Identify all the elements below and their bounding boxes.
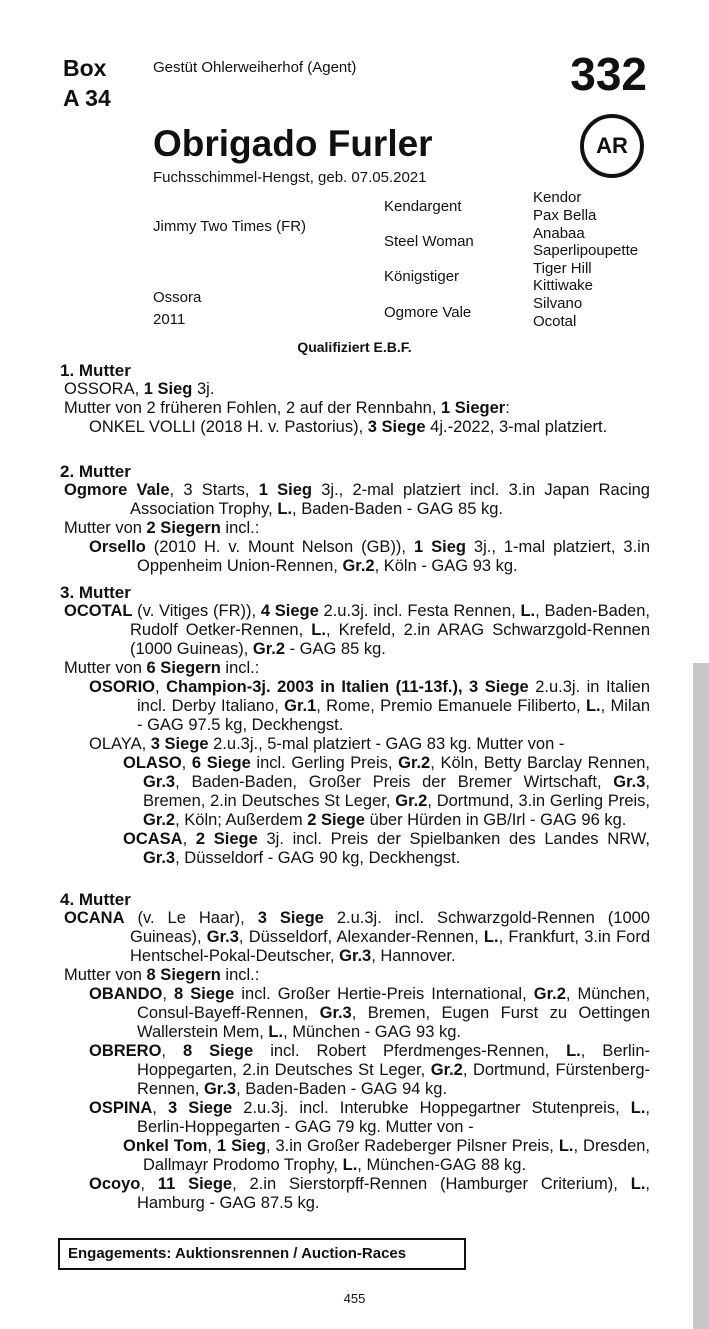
pedigree-great-2: Pax Bella [533, 207, 597, 224]
bold-run: OSPINA [89, 1099, 153, 1117]
family-entry [60, 1137, 650, 1175]
bold-run: Gr.2 [342, 557, 375, 575]
agent-name: Gestüt Ohlerweiherhof (Agent) [153, 59, 357, 76]
text-run: , Köln, Betty Barclay Rennen, [430, 754, 651, 772]
section-first-dam [60, 361, 650, 437]
section-heading: 3. Mutter [60, 583, 131, 602]
horse-name: Obrigado Furler [153, 123, 433, 164]
family-entry [60, 602, 650, 659]
text-run: , Hannover. [371, 947, 456, 965]
text-run: , Baden-Baden - GAG 85 kg. [292, 500, 503, 518]
pedigree-great-6: Kittiwake [533, 277, 594, 294]
text-run: , [161, 1042, 183, 1060]
bold-run: Ogmore Vale [64, 481, 170, 499]
pedigree-grand-3: Königstiger [384, 268, 460, 285]
bold-run: Gr.2 [430, 1061, 463, 1079]
engagements-box: Engagements: Auktionsrennen / Auction-Races [58, 1238, 466, 1270]
scrollbar[interactable] [693, 663, 709, 1329]
bold-run: 1 Sieg [258, 481, 312, 499]
bold-run: OBRERO [89, 1042, 162, 1060]
box-label [63, 53, 111, 113]
text-run: incl.: [220, 519, 260, 537]
pedigree-great-5: Tiger Hill [533, 260, 592, 277]
text-run: , Berlin-Hoppegarten - GAG 79 kg. Mutter von - [137, 1099, 650, 1136]
bold-run: 3 Siege [257, 909, 324, 927]
pedigree-great-3: Anabaa [533, 225, 585, 242]
section-third-dam [60, 583, 650, 868]
bold-run: 1 Sieg [413, 538, 466, 556]
bold-run: 11 Siege [157, 1175, 233, 1193]
bold-run: 1 Sieg [216, 1137, 266, 1155]
text-run: , Dortmund, 3.in Gerling Preis, [427, 792, 651, 810]
section-heading: 4. Mutter [60, 890, 131, 909]
bold-run: L. [630, 1099, 646, 1117]
family-entry [60, 481, 650, 519]
bold-run: L. [483, 928, 499, 946]
text-run: , Krefeld, 2.in ARAG Schwarzgold-Rennen (1000 Guineas), [130, 621, 650, 658]
bold-run: L. [558, 1137, 574, 1155]
family-entry [60, 399, 650, 418]
bold-run: OCASA [123, 830, 183, 848]
bold-run: L. [630, 1175, 646, 1193]
box-line-1: Box [63, 55, 107, 81]
text-run: 3j., 2-mal platziert incl. 3.in Japan Racing Association Trophy, [130, 481, 650, 518]
text-run: , Köln - GAG 93 kg. [374, 557, 518, 575]
bold-run: Gr.2 [252, 640, 286, 658]
pedigree-great-1: Kendor [533, 189, 582, 206]
section-second-dam [60, 462, 650, 576]
bold-run: Gr.2 [533, 985, 566, 1003]
family-entry [60, 966, 650, 985]
bold-run: Gr.2 [398, 754, 431, 772]
text-run: 2.u.3j. incl. Interubke Hoppegartner Stutenpreis, [232, 1099, 631, 1117]
bold-run: 2 Siege [195, 830, 258, 848]
text-run: , Dresden, Dallmayr Prodomo Trophy, [143, 1137, 651, 1174]
pedigree-grand-2: Steel Woman [384, 233, 474, 250]
bold-run: Gr.3 [203, 1080, 237, 1098]
bold-run: L. [585, 697, 601, 715]
text-run: , Frankfurt, 3.in Ford Hentschel-Pokal-Deutscher, [130, 928, 651, 965]
family-entry [60, 678, 650, 735]
text-run: 2.u.3j. in Italien incl. Derby Italiano, [137, 678, 651, 715]
bold-run: 8 Siege [183, 1042, 254, 1060]
bold-run: L. [520, 602, 536, 620]
text-run: Mutter von [64, 659, 147, 677]
bold-run: 6 Siegern [146, 659, 221, 677]
family-entry [60, 659, 650, 678]
text-run: , München - GAG 93 kg. [283, 1023, 462, 1041]
text-run: , [152, 1099, 168, 1117]
ar-badge: AR [580, 114, 644, 178]
bold-run: Gr.2 [143, 811, 176, 829]
bold-run: 8 Siege [174, 985, 235, 1003]
text-run: incl. Großer Hertie-Preis International, [234, 985, 534, 1003]
qualification: Qualifiziert E.B.F. [297, 339, 412, 355]
family-entry [60, 1042, 650, 1099]
bold-run: 3 Siege [167, 1099, 233, 1117]
bold-run: 8 Siegern [146, 966, 221, 984]
text-run: , Düsseldorf, Alexander-Rennen, [238, 928, 484, 946]
family-entry [60, 538, 650, 576]
text-run: , Köln; Außerdem [175, 811, 308, 829]
family-entry [60, 830, 650, 868]
text-run: (v. Vitiges (FR)), [132, 602, 261, 620]
text-run: (2010 H. v. Mount Nelson (GB)), [145, 538, 414, 556]
text-run: , Baden-Baden, Rudolf Oetker-Rennen, [130, 602, 650, 639]
text-run: incl.: [220, 659, 260, 677]
text-run: , Rome, Premio Emanuele Filiberto, [316, 697, 586, 715]
bold-run: 3 Siege [367, 418, 426, 436]
lot-number: 332 [570, 48, 647, 100]
text-run: , Berlin-Hoppegarten, 2.in Deutsches St Leger, [137, 1042, 650, 1079]
bold-run: 3 Siege [150, 735, 209, 753]
text-run: über Hürden in GB/Irl - GAG 96 kg. [364, 811, 627, 829]
text-run: : [505, 399, 510, 417]
text-run: Mutter von [64, 519, 147, 537]
text-run: 2.u.3j. incl. Festa Rennen, [318, 602, 521, 620]
bold-run: Gr.3 [319, 1004, 352, 1022]
text-run: , München, Consul-Bayeff-Rennen, [137, 985, 650, 1022]
bold-run: Champion-3j. 2003 in Italien (11-13f.), 3 Siege [166, 678, 529, 696]
pedigree-sire: Jimmy Two Times (FR) [153, 218, 307, 235]
text-run: OSSORA, [64, 380, 144, 398]
text-run: , Bremen, 2.in Deutsches St Leger, [143, 773, 650, 810]
bold-run: L. [277, 500, 293, 518]
bold-run: L. [342, 1156, 358, 1174]
bold-run: 2 Siegern [146, 519, 221, 537]
text-run: , [207, 1137, 217, 1155]
text-run: , [140, 1175, 158, 1193]
pedigree-grand-4: Ogmore Vale [384, 304, 472, 321]
text-run: 3j. incl. Preis der Spielbanken des Landes NRW, [257, 830, 650, 848]
text-run: ONKEL VOLLI (2018 H. v. Pastorius), [89, 418, 368, 436]
bold-run: 6 Siege [191, 754, 251, 772]
text-run: , [181, 754, 192, 772]
text-run: 2.u.3j. incl. Schwarzgold-Rennen (1000 Guineas), [130, 909, 650, 946]
bold-run: OBANDO [89, 985, 163, 1003]
family-entry [60, 754, 650, 830]
text-run: , Dortmund, Fürstenberg-Rennen, [137, 1061, 650, 1098]
text-run: 3j., 1-mal platziert, 3.in Oppenheim Union-Rennen, [137, 538, 650, 575]
family-entry [60, 735, 650, 754]
horse-description: Fuchsschimmel-Hengst, geb. 07.05.2021 [153, 169, 427, 186]
pedigree-dam: Ossora [153, 289, 202, 306]
bold-run: Gr.1 [284, 697, 317, 715]
text-run: , Baden-Baden, Großer Preis der Bremer Wirtschaft, [175, 773, 614, 791]
text-run: , 2.in Sierstorpff-Rennen (Hamburger Criterium), [232, 1175, 631, 1193]
family-entry [60, 1175, 650, 1213]
bold-run: Gr.3 [339, 947, 372, 965]
text-run: (v. Le Haar), [124, 909, 258, 927]
page-number: 455 [343, 1291, 366, 1306]
text-run: , Hamburg - GAG 87.5 kg. [137, 1175, 650, 1212]
text-run: , Milan - GAG 97.5 kg, Deckhengst. [137, 697, 650, 734]
text-run: OLAYA, [89, 735, 151, 753]
text-run: , [182, 830, 196, 848]
bold-run: Orsello [89, 538, 146, 556]
bold-run: Gr.2 [395, 792, 428, 810]
pedigree-great-8: Ocotal [533, 313, 577, 330]
text-run: , Düsseldorf - GAG 90 kg, Deckhengst. [175, 849, 461, 867]
family-entry [60, 985, 650, 1042]
section-heading: 1. Mutter [60, 361, 131, 380]
text-run: , München-GAG 88 kg. [357, 1156, 527, 1174]
text-run: 3j. [192, 380, 215, 398]
family-entry [60, 519, 650, 538]
family-entry [60, 418, 650, 437]
pedigree-great-7: Silvano [533, 295, 583, 312]
bold-run: L. [268, 1023, 284, 1041]
pedigree-great-4: Saperlipoupette [533, 242, 639, 259]
bold-run: OCOTAL [64, 602, 133, 620]
bold-run: 2 Siege [307, 811, 365, 829]
text-run: , Baden-Baden - GAG 94 kg. [236, 1080, 448, 1098]
bold-run: OLASO [123, 754, 182, 772]
bold-run: OSORIO [89, 678, 156, 696]
section-fourth-dam [60, 890, 650, 1213]
family-entry [60, 909, 650, 966]
bold-run: 1 Sieger [441, 399, 506, 417]
text-run: , [155, 678, 167, 696]
bold-run: Gr.3 [143, 849, 176, 867]
text-run: incl.: [220, 966, 260, 984]
text-run: , [162, 985, 175, 1003]
text-run: 2.u.3j., 5-mal platziert - GAG 83 kg. Mutter von - [208, 735, 565, 753]
text-run: , 3 Starts, [169, 481, 259, 499]
bold-run: Gr.3 [143, 773, 176, 791]
text-run: , Bremen, Eugen Furst zu Oettingen Wallerstein Mem, [137, 1004, 650, 1041]
pedigree-grand-1: Kendargent [384, 198, 462, 215]
bold-run: L. [566, 1042, 581, 1060]
family-entry [60, 1099, 650, 1137]
pedigree-dam-year: 2011 [153, 311, 186, 328]
bold-run: OCANA [64, 909, 125, 927]
bold-run: L. [311, 621, 326, 639]
text-run: incl. Robert Pferdmenges-Rennen, [253, 1042, 567, 1060]
text-run: Mutter von [64, 966, 147, 984]
box-line-2: A 34 [63, 85, 111, 111]
bold-run: Ocoyo [89, 1175, 141, 1193]
text-run: incl. Gerling Preis, [250, 754, 399, 772]
bold-run: Onkel Tom [123, 1137, 208, 1155]
bold-run: 4 Siege [260, 602, 319, 620]
bold-run: 1 Sieg [143, 380, 193, 398]
section-heading: 2. Mutter [60, 462, 131, 481]
bold-run: Gr.3 [206, 928, 239, 946]
text-run: - GAG 85 kg. [285, 640, 386, 658]
text-run: 4j.-2022, 3-mal platziert. [425, 418, 608, 436]
family-entry [60, 380, 650, 399]
text-run: , 3.in Großer Radeberger Pilsner Preis, [265, 1137, 559, 1155]
text-run: Mutter von 2 früheren Fohlen, 2 auf der Rennbahn, [64, 399, 441, 417]
bold-run: Gr.3 [613, 773, 646, 791]
